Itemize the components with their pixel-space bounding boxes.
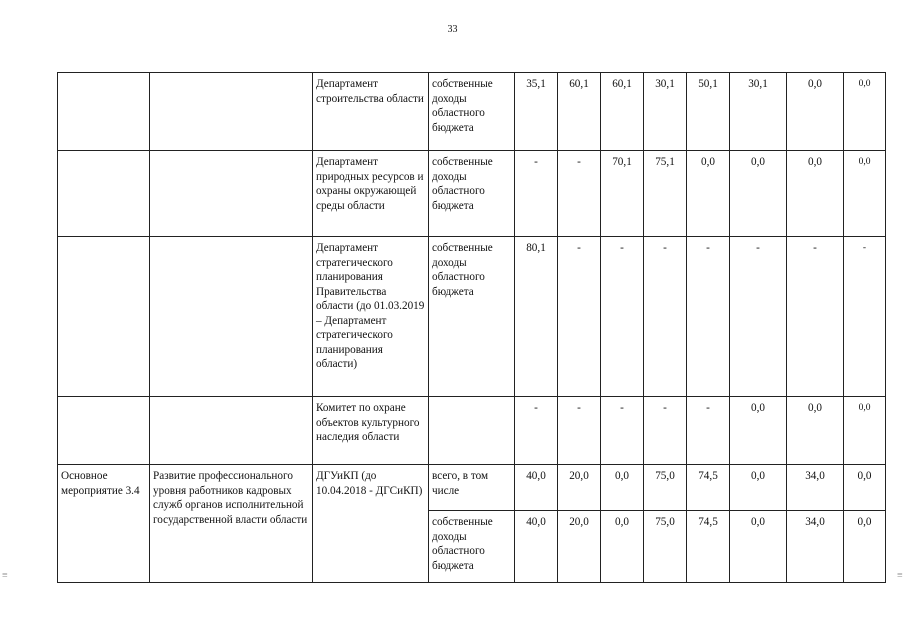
cell-value: 80,1 (515, 237, 558, 397)
page-number: 33 (447, 24, 458, 35)
cell-value: 0,0 (601, 511, 644, 583)
cell-code (58, 397, 150, 465)
cell-value: 0,0 (844, 397, 886, 465)
budget-table (57, 72, 886, 583)
measure-name: Развитие профессионального уровня работников кадровых служб органов исполнительной государственной власти области (150, 465, 313, 583)
cell-value: 20,0 (558, 511, 601, 583)
cell-value: 0,0 (787, 397, 844, 465)
measure-executor: ДГУиКП (до 10.04.2018 - ДГСиКП) (313, 465, 429, 583)
cell-value: - (644, 237, 687, 397)
cell-value: - (844, 237, 886, 397)
cell-value: 0,0 (844, 465, 886, 511)
cell-name (150, 151, 313, 237)
cell-value: 40,0 (515, 465, 558, 511)
cell-executor: Департамент стратегического планирования Правительства области (до 01.03.2019 – Департамент стратегического планирования области) (313, 237, 429, 397)
cell-value: 0,0 (730, 397, 787, 465)
cell-value: 0,0 (687, 151, 730, 237)
cell-value: 0,0 (601, 465, 644, 511)
cell-value: 0,0 (787, 73, 844, 151)
cell-value: 60,1 (601, 73, 644, 151)
cell-value: - (687, 397, 730, 465)
cell-value: 0,0 (730, 151, 787, 237)
table-row (58, 397, 886, 465)
cell-value: 70,1 (601, 151, 644, 237)
cell-value: 75,0 (644, 465, 687, 511)
cell-value: 30,1 (730, 73, 787, 151)
cell-value: 40,0 (515, 511, 558, 583)
cell-code (58, 237, 150, 397)
cell-source: всего, в том числе (429, 465, 515, 511)
left-edge-mark: ≡ (2, 570, 8, 581)
cell-value: 75,0 (644, 511, 687, 583)
cell-value: 0,0 (730, 465, 787, 511)
cell-value: - (558, 237, 601, 397)
cell-executor: Департамент природных ресурсов и охраны окружающей среды области (313, 151, 429, 237)
cell-code (58, 151, 150, 237)
cell-source: собственные доходы областного бюджета (429, 151, 515, 237)
cell-value: 34,0 (787, 511, 844, 583)
cell-value: - (687, 237, 730, 397)
table-row (58, 237, 886, 397)
right-edge-mark: ≡ (897, 570, 903, 581)
measure-code: Основное мероприятие 3.4 (58, 465, 150, 583)
cell-name (150, 397, 313, 465)
cell-value: - (601, 237, 644, 397)
cell-executor: Департамент строительства области (313, 73, 429, 151)
cell-value: 20,0 (558, 465, 601, 511)
cell-value: 35,1 (515, 73, 558, 151)
table-row (58, 151, 886, 237)
cell-name (150, 73, 313, 151)
cell-source (429, 397, 515, 465)
cell-executor: Комитет по охране объектов культурного наследия области (313, 397, 429, 465)
table-row (58, 465, 886, 511)
cell-value: - (515, 397, 558, 465)
cell-value: 60,1 (558, 73, 601, 151)
cell-value: 0,0 (844, 511, 886, 583)
cell-value: - (787, 237, 844, 397)
cell-value: - (644, 397, 687, 465)
cell-value: 74,5 (687, 465, 730, 511)
cell-value: 75,1 (644, 151, 687, 237)
cell-value: 0,0 (730, 511, 787, 583)
cell-value: 50,1 (687, 73, 730, 151)
cell-value: - (730, 237, 787, 397)
cell-value: - (515, 151, 558, 237)
cell-code (58, 73, 150, 151)
cell-value: - (601, 397, 644, 465)
cell-value: 74,5 (687, 511, 730, 583)
cell-source: собственные доходы областного бюджета (429, 73, 515, 151)
cell-name (150, 237, 313, 397)
cell-value: - (558, 151, 601, 237)
cell-value: 34,0 (787, 465, 844, 511)
table-row (58, 73, 886, 151)
cell-value: 0,0 (787, 151, 844, 237)
cell-source: собственные доходы областного бюджета (429, 237, 515, 397)
cell-value: - (558, 397, 601, 465)
cell-value: 0,0 (844, 73, 886, 151)
cell-value: 30,1 (644, 73, 687, 151)
cell-value: 0,0 (844, 151, 886, 237)
cell-source: собственные доходы областного бюджета (429, 511, 515, 583)
